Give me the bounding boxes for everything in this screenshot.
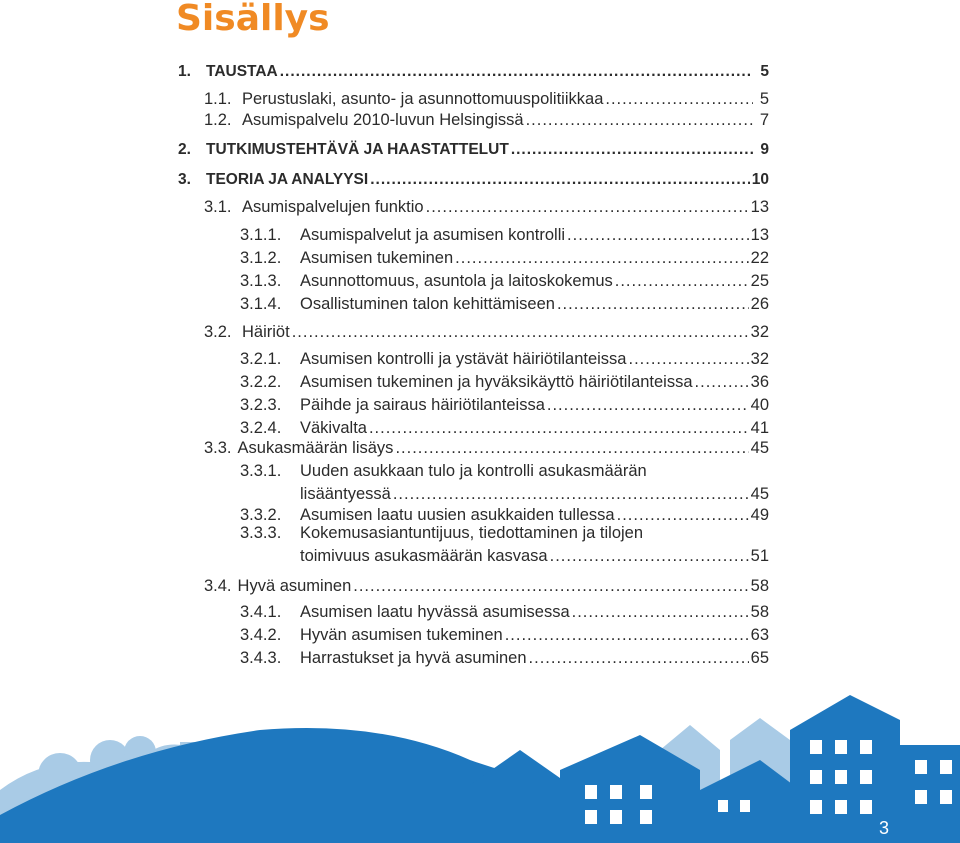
toc-entry[interactable] [178, 170, 769, 190]
toc-entry[interactable] [240, 523, 769, 543]
toc-leader-dots [455, 248, 748, 268]
toc-leader-dots [370, 170, 750, 190]
toc-entry[interactable] [240, 225, 769, 245]
toc-entry-title: Osallistuminen talon kehittämiseen [300, 295, 555, 313]
toc-entry-title-continued: lisääntyessä [300, 485, 391, 503]
toc-entry[interactable] [240, 461, 769, 481]
toc-entry-title: Harrastukset ja hyvä asuminen [300, 649, 527, 667]
toc-entry-continuation[interactable] [300, 546, 769, 566]
city-silhouette-illustration [0, 690, 960, 843]
toc-entry-page: 22 [750, 249, 769, 267]
toc-entry-number: 3.3. [204, 439, 232, 457]
toc-entry-title: Hyvän asumisen tukeminen [300, 626, 503, 644]
toc-entry-page: 58 [750, 603, 769, 621]
toc-leader-dots [628, 349, 748, 369]
toc-entry-page: 32 [750, 323, 769, 341]
toc-entry-page: 13 [750, 198, 769, 216]
toc-entry[interactable] [240, 395, 769, 415]
toc-entry[interactable] [240, 294, 769, 314]
toc-entry-number: 3.4. [204, 577, 232, 595]
toc-entry-page: 25 [750, 272, 769, 290]
toc-leader-dots [426, 197, 749, 217]
toc-entry-page: 32 [750, 350, 769, 368]
toc-entry-number: 3.2.2. [240, 373, 282, 391]
toc-entry-page: 26 [750, 295, 769, 313]
toc-entry-number: 3.2.3. [240, 396, 282, 414]
toc-entry[interactable] [240, 248, 769, 268]
toc-entry[interactable] [204, 322, 769, 342]
toc-entry-number: 3.3.2. [240, 506, 282, 524]
toc-entry-page: 63 [750, 626, 769, 644]
toc-entry[interactable] [204, 197, 769, 217]
toc-entry[interactable] [204, 576, 769, 596]
toc-entry-title: Asumispalvelujen funktio [242, 198, 424, 216]
toc-entry[interactable] [240, 648, 769, 668]
toc-entry-title: Asumispalvelut ja asumisen kontrolli [300, 226, 566, 244]
toc-entry-number: 2. [178, 141, 191, 158]
toc-entry-number: 1.2. [204, 111, 232, 129]
toc-entry-title: Asumisen tukeminen [300, 249, 454, 267]
toc-entry-number: 1.1. [204, 90, 232, 108]
toc-leader-dots [511, 140, 753, 160]
toc-entry-number: 3.4.3. [240, 649, 282, 667]
toc-leader-dots [529, 648, 749, 668]
toc-entry-title: TEORIA JA ANALYYSI [206, 171, 369, 188]
toc-entry-title: Kokemusasiantuntijuus, tiedottaminen ja tilojen [300, 524, 644, 542]
toc-entry-number: 3.2. [204, 323, 232, 341]
toc-entry-number: 3.1.2. [240, 249, 282, 267]
toc-entry[interactable] [204, 89, 769, 109]
toc-entry-page: 58 [750, 577, 769, 595]
toc-leader-dots [605, 89, 753, 109]
toc-leader-dots [505, 625, 749, 645]
toc-entry-continuation[interactable] [300, 484, 769, 504]
toc-entry-title: Uuden asukkaan tulo ja kontrolli asukasmäärän [300, 462, 647, 480]
toc-entry[interactable] [178, 62, 769, 82]
toc-entry-number: 1. [178, 63, 191, 80]
toc-leader-dots [292, 322, 749, 342]
toc-leader-dots [353, 576, 748, 596]
toc-entry-title: Asumispalvelu 2010-luvun Helsingissä [242, 111, 524, 129]
toc-entry[interactable] [240, 349, 769, 369]
toc-entry-title: Asunnottomuus, asuntola ja laitoskokemus [300, 272, 613, 290]
toc-entry-number: 3.2.4. [240, 419, 282, 437]
toc-entry[interactable] [178, 140, 769, 160]
toc-leader-dots [526, 110, 753, 130]
toc-leader-dots [615, 271, 749, 291]
toc-entry-number: 3.4.2. [240, 626, 282, 644]
toc-entry-page: 51 [750, 547, 769, 565]
toc-entry-page: 40 [750, 396, 769, 414]
toc-entry-number: 3.3.1. [240, 462, 282, 480]
toc-entry-title: Päihde ja sairaus häiriötilanteissa [300, 396, 545, 414]
toc-entry-number: 3.1. [204, 198, 232, 216]
toc-entry-title-continued: toimivuus asukasmäärän kasvasa [300, 547, 548, 565]
toc-leader-dots [550, 546, 749, 566]
toc-leader-dots [393, 484, 749, 504]
toc-entry[interactable] [240, 418, 769, 438]
toc-entry-title: Asukasmäärän lisäys [237, 439, 394, 457]
toc-entry-number: 3.1.3. [240, 272, 282, 290]
toc-entry-page: 10 [751, 171, 769, 188]
toc-entry[interactable] [240, 625, 769, 645]
toc-entry-title: TUTKIMUSTEHTÄVÄ JA HAASTATTELUT [206, 141, 509, 158]
toc-leader-dots [280, 62, 753, 82]
toc-entry-page: 5 [759, 90, 769, 108]
toc-entry-page: 41 [750, 419, 769, 437]
toc-entry-title: Asumisen tukeminen ja hyväksikäyttö häiriötilanteissa [300, 373, 693, 391]
toc-entry-page: 13 [750, 226, 769, 244]
toc-entry-page: 5 [760, 63, 769, 80]
toc-entry[interactable] [240, 271, 769, 291]
toc-entry-title: Asumisen kontrolli ja ystävät häiriötilanteissa [300, 350, 627, 368]
toc-leader-dots [547, 395, 749, 415]
toc-entry-page: 9 [760, 141, 769, 158]
toc-entry[interactable] [204, 438, 769, 458]
toc-entry-number: 3.2.1. [240, 350, 282, 368]
toc-leader-dots [395, 438, 748, 458]
toc-leader-dots [557, 294, 749, 314]
toc-leader-dots [572, 602, 749, 622]
toc-entry-title: Asumisen laatu hyvässä asumisessa [300, 603, 570, 621]
toc-entry[interactable] [204, 110, 769, 130]
toc-entry-number: 3.3.3. [240, 524, 282, 542]
toc-entry-number: 3.4.1. [240, 603, 282, 621]
toc-entry-page: 7 [759, 111, 769, 129]
toc-leader-dots [695, 372, 749, 392]
toc-entry[interactable] [240, 372, 769, 392]
toc-entry-title: Perustuslaki, asunto- ja asunnottomuuspolitiikkaa [242, 90, 604, 108]
toc-leader-dots [369, 418, 749, 438]
toc-entry-title: Väkivalta [300, 419, 367, 437]
toc-entry-title: Häiriöt [242, 323, 290, 341]
toc-entry-number: 3.1.1. [240, 226, 282, 244]
toc-entry-page: 36 [750, 373, 769, 391]
toc-entry-title: Asumisen laatu uusien asukkaiden tullessa [300, 506, 615, 524]
toc-entry-title: TAUSTAA [206, 63, 278, 80]
toc-entry-page: 49 [750, 506, 769, 524]
toc-entry-number: 3.1.4. [240, 295, 282, 313]
toc-entry-number: 3. [178, 171, 191, 188]
toc-leader-dots [567, 225, 749, 245]
toc-entry[interactable] [240, 602, 769, 622]
toc-entry-page: 45 [750, 485, 769, 503]
toc-leader-dots [617, 505, 749, 525]
toc-entry-page: 65 [750, 649, 769, 667]
toc-entry-page: 45 [750, 439, 769, 457]
page-number: 3 [878, 818, 889, 838]
toc-entry-title: Hyvä asuminen [237, 577, 352, 595]
toc-entry[interactable] [240, 505, 769, 525]
page-title: Sisällys [176, 0, 330, 39]
